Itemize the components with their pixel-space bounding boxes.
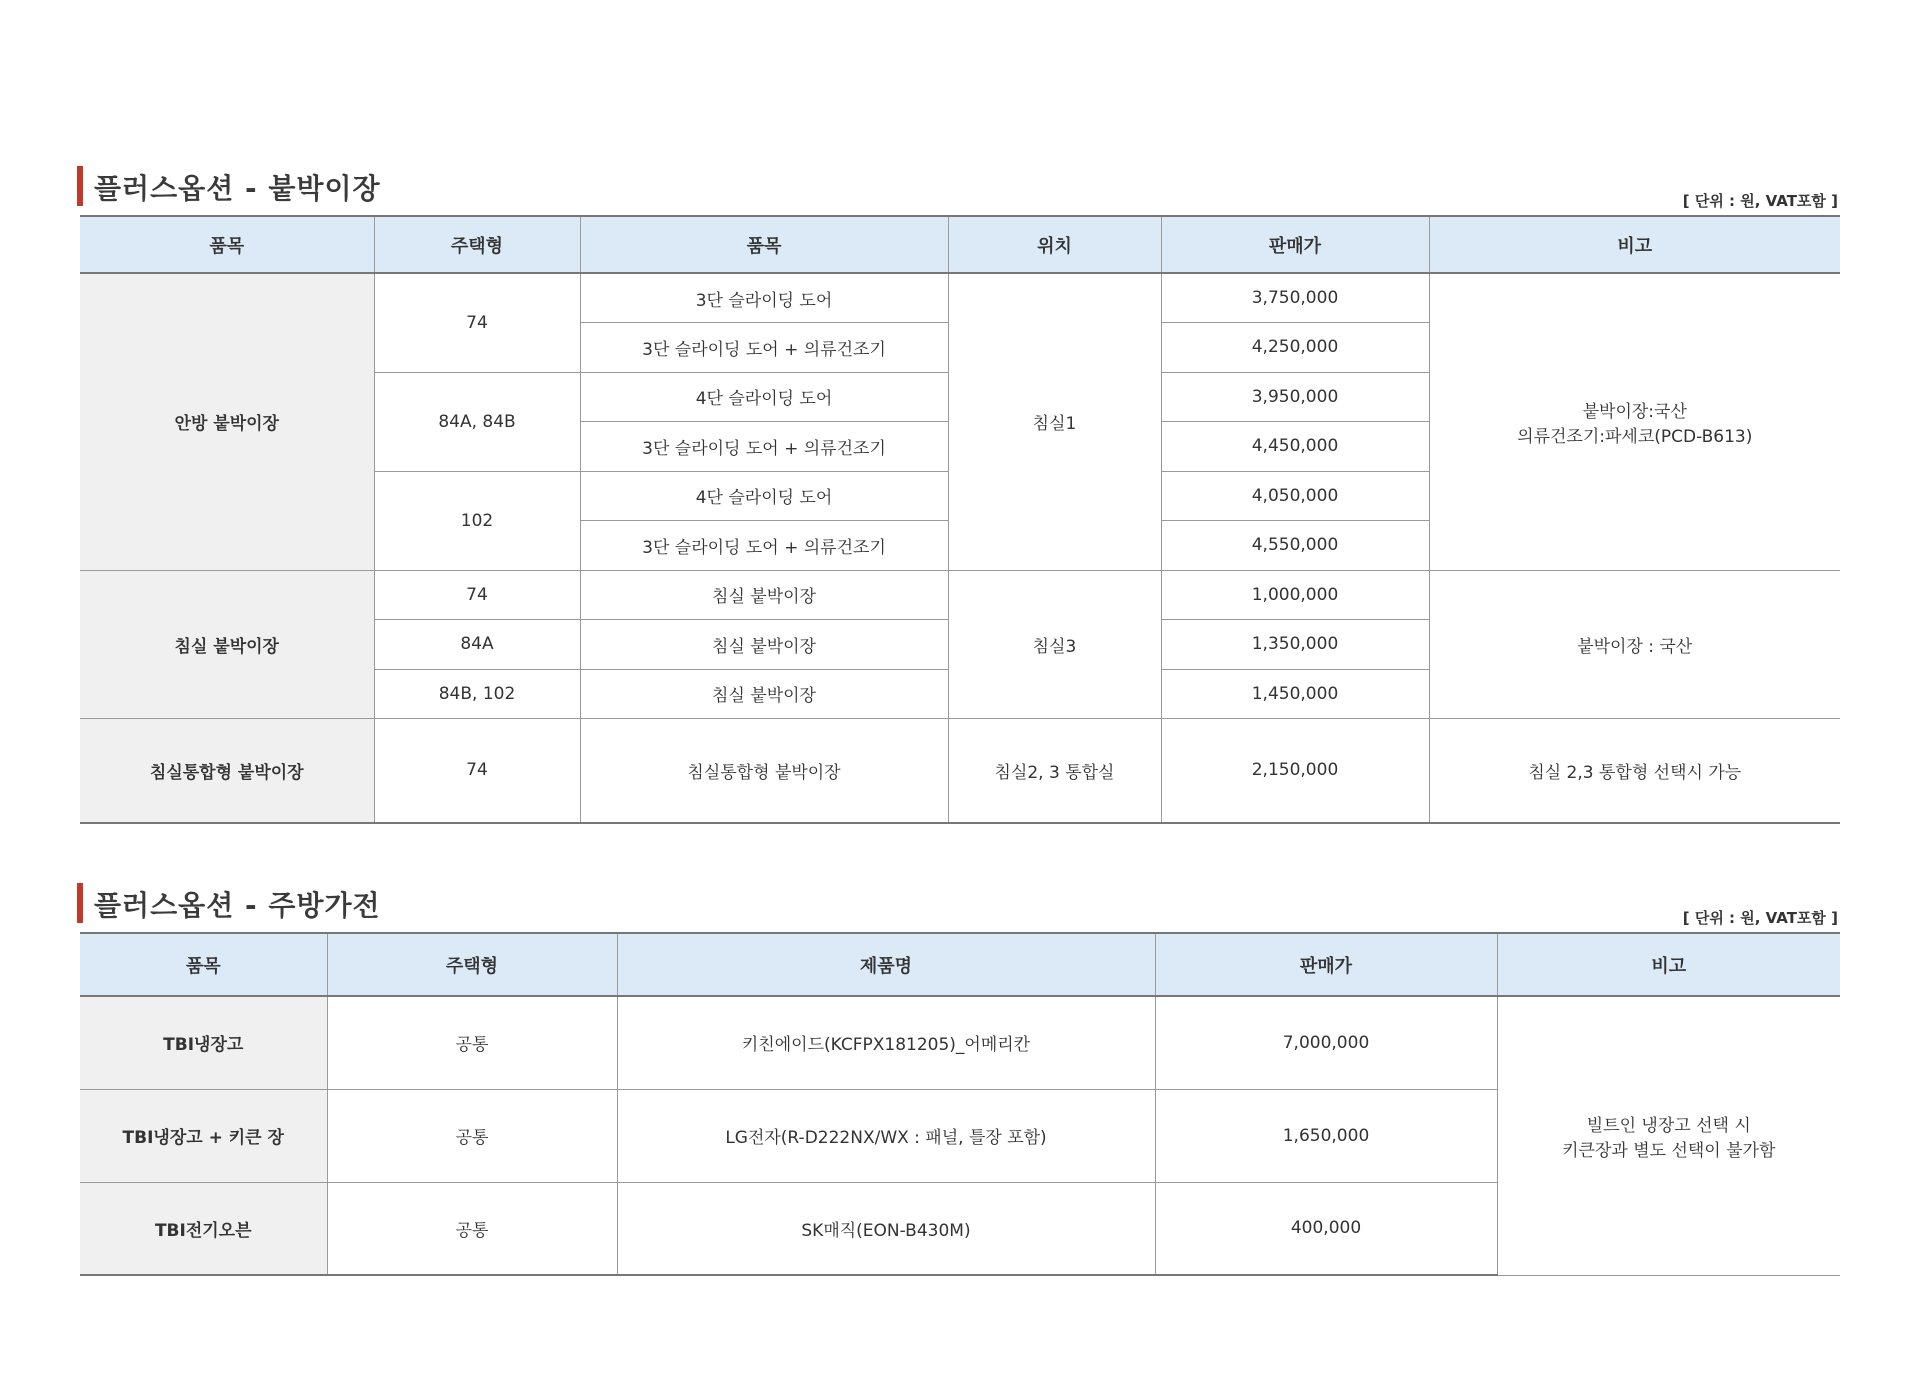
house-type-cell: 84B, 102 <box>374 669 580 719</box>
note-line: 붙박이장:국산 <box>1582 401 1687 422</box>
item-cell: 3단 슬라이딩 도어 + 의류건조기 <box>580 323 948 373</box>
price-cell: 1,000,000 <box>1161 570 1429 620</box>
item-cell: 침실통합형 붙박이장 <box>580 719 948 823</box>
product-cell: SK매직(EON-B430M) <box>617 1182 1155 1275</box>
category-cell: 침실통합형 붙박이장 <box>80 719 374 823</box>
product-cell: LG전자(R-D222NX/WX : 패널, 틀장 포함) <box>617 1089 1155 1182</box>
table-row <box>80 719 1840 823</box>
price-cell: 2,150,000 <box>1161 719 1429 823</box>
header-house-type: 주택형 <box>327 933 617 996</box>
table-header-row <box>80 933 1840 996</box>
table-row <box>80 996 1840 1089</box>
header-category: 품목 <box>80 216 374 273</box>
builtin-section <box>80 163 1840 824</box>
item-cell: 침실 붙박이장 <box>580 620 948 670</box>
header-location: 위치 <box>948 216 1161 273</box>
price-cell: 4,450,000 <box>1161 422 1429 472</box>
note-line: 의류건조기:파세코(PCD-B613) <box>1517 426 1753 447</box>
item-cell: 침실 붙박이장 <box>580 570 948 620</box>
price-cell: 1,350,000 <box>1161 620 1429 670</box>
house-type-cell: 74 <box>374 273 580 372</box>
builtin-section-header <box>80 163 1840 215</box>
header-note: 비고 <box>1497 933 1840 996</box>
category-cell: TBI전기오븐 <box>80 1182 327 1275</box>
header-category: 품목 <box>80 933 327 996</box>
price-cell: 3,750,000 <box>1161 273 1429 323</box>
section-accent-bar <box>77 883 83 923</box>
kitchen-section-title: 플러스옵션 - 주방가전 <box>94 889 381 922</box>
header-house-type: 주택형 <box>374 216 580 273</box>
category-cell: TBI냉장고 + 키큰 장 <box>80 1089 327 1182</box>
category-cell: 침실 붙박이장 <box>80 570 374 719</box>
section-accent-bar <box>77 166 83 206</box>
note-cell: 침실 2,3 통합형 선택시 가능 <box>1429 719 1840 823</box>
price-cell: 4,050,000 <box>1161 471 1429 521</box>
item-cell: 4단 슬라이딩 도어 <box>580 471 948 521</box>
note-line: 키큰장과 별도 선택이 불가함 <box>1562 1140 1776 1161</box>
header-product: 제품명 <box>617 933 1155 996</box>
product-cell: 키친에이드(KCFPX181205)_어메리칸 <box>617 996 1155 1089</box>
note-cell: 붙박이장 : 국산 <box>1429 570 1840 719</box>
kitchen-unit-note: [ 단위 : 원, VAT포함 ] <box>1682 909 1838 927</box>
price-cell: 1,450,000 <box>1161 669 1429 719</box>
house-type-cell: 74 <box>374 570 580 620</box>
note-cell <box>1497 996 1840 1275</box>
price-cell: 1,650,000 <box>1155 1089 1497 1182</box>
header-price: 판매가 <box>1161 216 1429 273</box>
house-type-cell: 84A, 84B <box>374 372 580 471</box>
builtin-unit-note: [ 단위 : 원, VAT포함 ] <box>1682 192 1838 210</box>
item-cell: 4단 슬라이딩 도어 <box>580 372 948 422</box>
kitchen-appliance-table <box>80 932 1840 1276</box>
header-price: 판매가 <box>1155 933 1497 996</box>
house-type-cell: 84A <box>374 620 580 670</box>
item-cell: 침실 붙박이장 <box>580 669 948 719</box>
price-cell: 3,950,000 <box>1161 372 1429 422</box>
price-cell: 4,250,000 <box>1161 323 1429 373</box>
kitchen-section-header <box>80 880 1840 932</box>
item-cell: 3단 슬라이딩 도어 <box>580 273 948 323</box>
location-cell: 침실3 <box>948 570 1161 719</box>
price-cell: 400,000 <box>1155 1182 1497 1275</box>
location-cell: 침실1 <box>948 273 1161 570</box>
item-cell: 3단 슬라이딩 도어 + 의류건조기 <box>580 422 948 472</box>
table-row <box>80 273 1840 323</box>
note-cell <box>1429 273 1840 570</box>
table-row <box>80 570 1840 620</box>
kitchen-section <box>80 880 1840 1276</box>
item-cell: 3단 슬라이딩 도어 + 의류건조기 <box>580 521 948 571</box>
house-type-cell: 공통 <box>327 1089 617 1182</box>
header-item: 품목 <box>580 216 948 273</box>
price-cell: 7,000,000 <box>1155 996 1497 1089</box>
table-header-row <box>80 216 1840 273</box>
note-line: 빌트인 냉장고 선택 시 <box>1586 1115 1751 1136</box>
house-type-cell: 102 <box>374 471 580 570</box>
builtin-options-table <box>80 215 1840 824</box>
house-type-cell: 공통 <box>327 1182 617 1275</box>
builtin-section-title: 플러스옵션 - 붙박이장 <box>94 172 381 205</box>
house-type-cell: 74 <box>374 719 580 823</box>
category-cell: TBI냉장고 <box>80 996 327 1089</box>
category-cell: 안방 붙박이장 <box>80 273 374 570</box>
header-note: 비고 <box>1429 216 1840 273</box>
house-type-cell: 공통 <box>327 996 617 1089</box>
price-cell: 4,550,000 <box>1161 521 1429 571</box>
location-cell: 침실2, 3 통합실 <box>948 719 1161 823</box>
